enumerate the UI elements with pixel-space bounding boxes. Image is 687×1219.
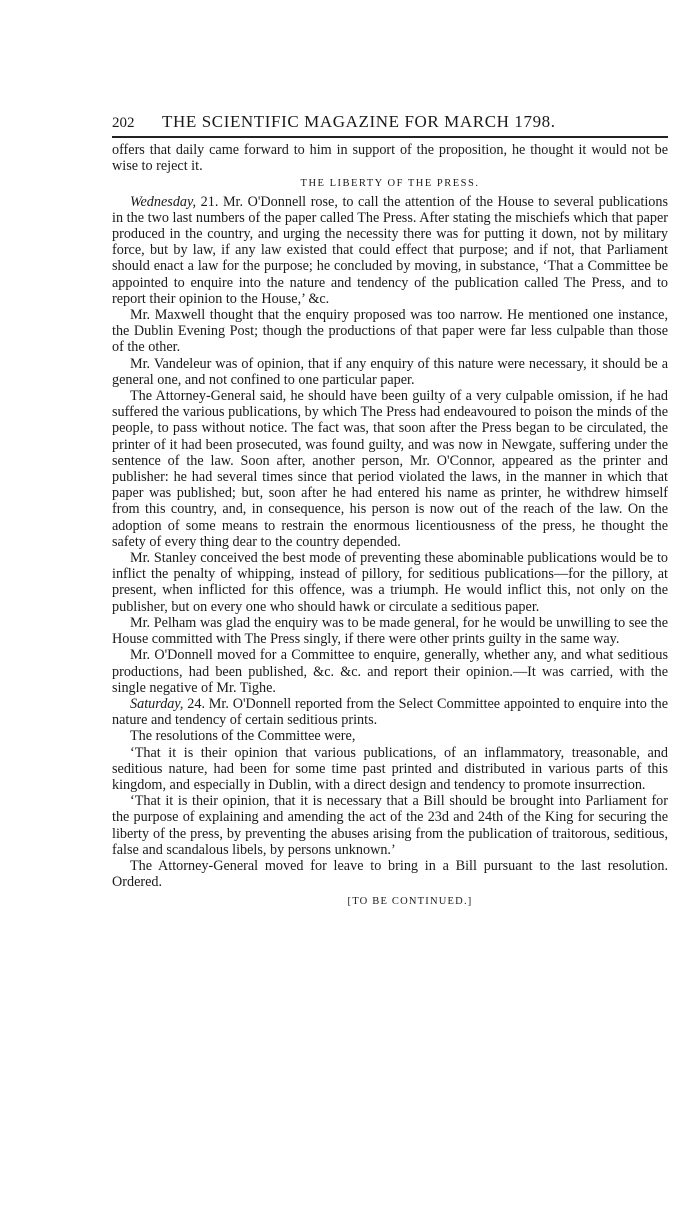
date-lead: Wednesday, xyxy=(130,193,197,210)
paragraph: ‘That it is their opinion, that it is necessary that a Bill should be brought into Parliament for the purpose of explaining and amending the act of the 23d and 24th of the King for securing the liberty of the press, by preventing the abuses arising from the publication of traitorous, seditious, false and scandalous libels, by persons unknown.’ xyxy=(112,793,668,858)
to-be-continued: [TO BE CONTINUED.] xyxy=(347,896,473,908)
paragraph: Mr. Stanley conceived the best mode of preventing these abominable publications would be to inflict the penalty of whipping, instead of pillory, for seditious publications—for the pillory, at present, when inflicted for this offence, was a triumph. He would inflict this, not only on the publisher, but on every one who should hawk or circulate a seditious paper. xyxy=(112,550,668,615)
page-number: 202 xyxy=(112,115,135,131)
paragraph: Mr. Pelham was glad the enquiry was to be made general, for he would be unwilling to see the House committed with The Press singly, if there were other prints guilty in the same way. xyxy=(112,614,668,648)
running-title: THE SCIENTIFIC MAGAZINE FOR MARCH 1798. xyxy=(162,112,556,131)
paragraph: The resolutions of the Committee were, xyxy=(130,728,356,745)
paragraph xyxy=(112,696,668,728)
paragraph: The Attorney-General said, he should have been guilty of a very culpable omission, if he had suffered the various publications, by which The Press had endeavoured to poison the minds of the people, to pass without notice. The fact was, that soon after the Press began to be circulated, the printer of it had been prosecuted, was found guilty, and was now in Newgate, suffering under the sentence of the law. Soon after, another person, Mr. O'Connor, appeared as the printer and publisher: he had several times since that period violated the laws, in the manner in which that paper was published; but, soon after he had entered his name as printer, he withdrew himself from this country, and, in consequence, his person is now out of the reach of the law. On the adoption of some means to restrain the enormous licentiousness of the press, he thought the safety of every thing dear to the country depended. xyxy=(112,388,668,550)
date-lead: Saturday, xyxy=(130,695,184,712)
running-header xyxy=(112,112,668,134)
page xyxy=(112,112,668,911)
paragraph: Mr. Vandeleur was of opinion, that if any enquiry of this nature were necessary, it should be a general one, and not confined to one particular paper. xyxy=(112,355,668,388)
paragraph: ‘That it is their opinion that various publications, of an inflammatory, treasonable, and seditious nature, had been for some time past printed and distributed in various parts of this kingdom, and especially in Dublin, with a direct design and tendency to promote insurrection. xyxy=(112,744,668,793)
article-body xyxy=(112,142,668,911)
paragraph: The Attorney-General moved for leave to bring in a Bill pursuant to the last resolution. Ordered. xyxy=(112,857,668,891)
paragraph xyxy=(112,194,668,307)
continued-paragraph: offers that daily came forward to him in support of the proposition, he thought it would not be wise to reject it. xyxy=(112,142,668,175)
paragraph-text: 24. Mr. O'Donnell reported from the Select Committee appointed to enquire into the nature and tendency of certain seditious prints. xyxy=(112,695,668,729)
paragraph-text: 21. Mr. O'Donnell rose, to call the attention of the House to several publications in the two last numbers of the paper called The Press. After stating the mischiefs which that paper produced in the country, and urging the necessity there was for putting it down, not by military force, but by law, if any law existed that could effect that purpose; and if not, that Parliament should enact a law for the purpose; he concluded by moving, in substance, ‘That a Committee be appointed to enquire into the nature and tendency of the publication called The Press, and to report their opinion to the House,’ &c. xyxy=(112,193,668,307)
header-rule xyxy=(112,136,668,138)
paragraph: Mr. Maxwell thought that the enquiry proposed was too narrow. He mentioned one instance, the Dublin Evening Post; though the productions of that paper were far less culpable than those of the other. xyxy=(112,307,668,356)
paragraph: Mr. O'Donnell moved for a Committee to enquire, generally, whether any, and what seditious productions, had been published, &c. &c. and report their opinion.—It was carried, with the single negative of Mr. Tighe. xyxy=(112,647,668,696)
section-heading: THE LIBERTY OF THE PRESS. xyxy=(300,178,480,190)
